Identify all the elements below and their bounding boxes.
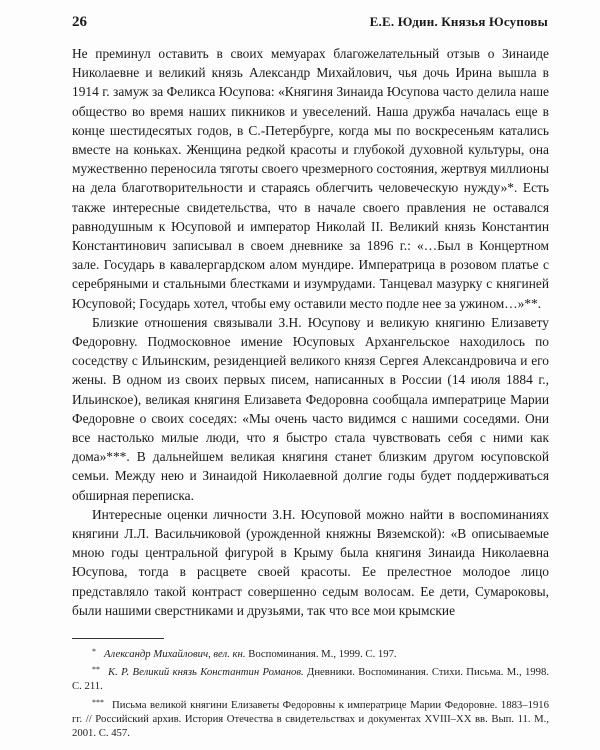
paragraph: Не преминул оставить в своих мемуарах благожелательный отзыв о Зинаиде Николаевне и великий князь Александр Михайлович, чья дочь Ирина вышла в 1914 г. замуж за Феликса Юсупова: «Княгиня Зинаида Юсупова часто делила наше общество во время наших пикников и увеселений. Наша дружба началась еще в конце шестидесятых годов, в С.-Петербурге, когда мы по воскресеньям катались вместе на коньках. Женщина редкой красоты и глубокой духовной культуры, она мужественно переносила тяготы своего чрезмерного состояния, жертвуя миллионы на дела благотворительности и стараясь облегчить человеческую нужду»*. Есть также интересные свидетельства, что в начале своего правления не оставался равнодушным к Юсуповой и император Николай II. Великий князь Константин Константинович записывал в своем дневнике за 1896 г.: «…Был в Концертном зале. Государь в кавалергардском алом мундире. Императрица в розовом платье с серебряными и стальными блестками и изумрудами. Танцевал мазурку с княгиней Юсуповой; Государь хотел, чтобы ему оставили место подле нее за ужином…»**.: [72, 46, 549, 311]
paragraph: Интересные оценки личности З.Н. Юсуповой можно найти в воспоминаниях княгини Л.Л. Васильчиковой (урожденной княжны Вяземской): «В описываемые мною годы центральной фигурой в Крыму была княгиня Зинаида Николаевна Юсупова, тогда в расцвете своей красоты. Ее прелестное молодое лицо представляло такой контраст совершенно седым волосам. Ее дети, Сумароковы, были нашими сверстниками и друзьями, так что все мои крымские: [72, 506, 549, 618]
footnote-text: Воспоминания. М., 1999. С. 197.: [248, 648, 397, 660]
footnote-author: Александр Михайлович, вел. кн.: [104, 648, 246, 660]
footnote-mark: **: [92, 665, 100, 675]
footnote-divider: [72, 638, 164, 639]
footnote-mark: *: [92, 647, 96, 656]
body-text: [72, 44, 549, 620]
running-head: Е.Е. Юдин. Князья Юсуповы: [369, 14, 548, 29]
footnote-text: Дневники. Воспоминания. Стихи. Письма. М., 1998. С. 211.: [72, 666, 550, 693]
footnotes: [72, 645, 549, 742]
paragraph: Близкие отношения связывали З.Н. Юсупову и великую княгиню Елизавету Федоровну. Подмосковное имение Юсуповых Архангельское находилось по соседству с Ильинским, резиденцией великого князя Сергея Александровича и его жены. В одном из своих первых писем, написанных в России (14 июля 1884 г., Ильинское), великая княгиня Елизавета Федоровна сообщала императрице Марии Федоровне о своих соседях: «Мы очень часто видимся с нашими соседями. Они все настолько милые люди, что я быстро стала чувствовать себя с ними как дома»***. В дальнейшем великая княгиня станет близким другом юсуповской семьи. Между нею и Зинаидой Николаевной долгие годы будет поддерживаться обширная переписка.: [72, 314, 549, 503]
footnote-mark: ***: [92, 697, 104, 707]
footnote-text: Письма великой княгини Елизаветы Федоровны к императрице Марии Федоровне. 1883–1916 гг. // Российский архив. История Отечества в свидетельствах и документах XVIII–XX вв. Вып. 11. М., 2001. С. 457.: [72, 698, 549, 740]
footnote: [72, 645, 549, 661]
page-number: 26: [72, 14, 87, 30]
footnote: [72, 663, 549, 693]
footnote: [72, 696, 549, 741]
page-header: [72, 14, 548, 36]
footnote-author: К. Р. Великий князь Константин Романов.: [108, 666, 304, 679]
